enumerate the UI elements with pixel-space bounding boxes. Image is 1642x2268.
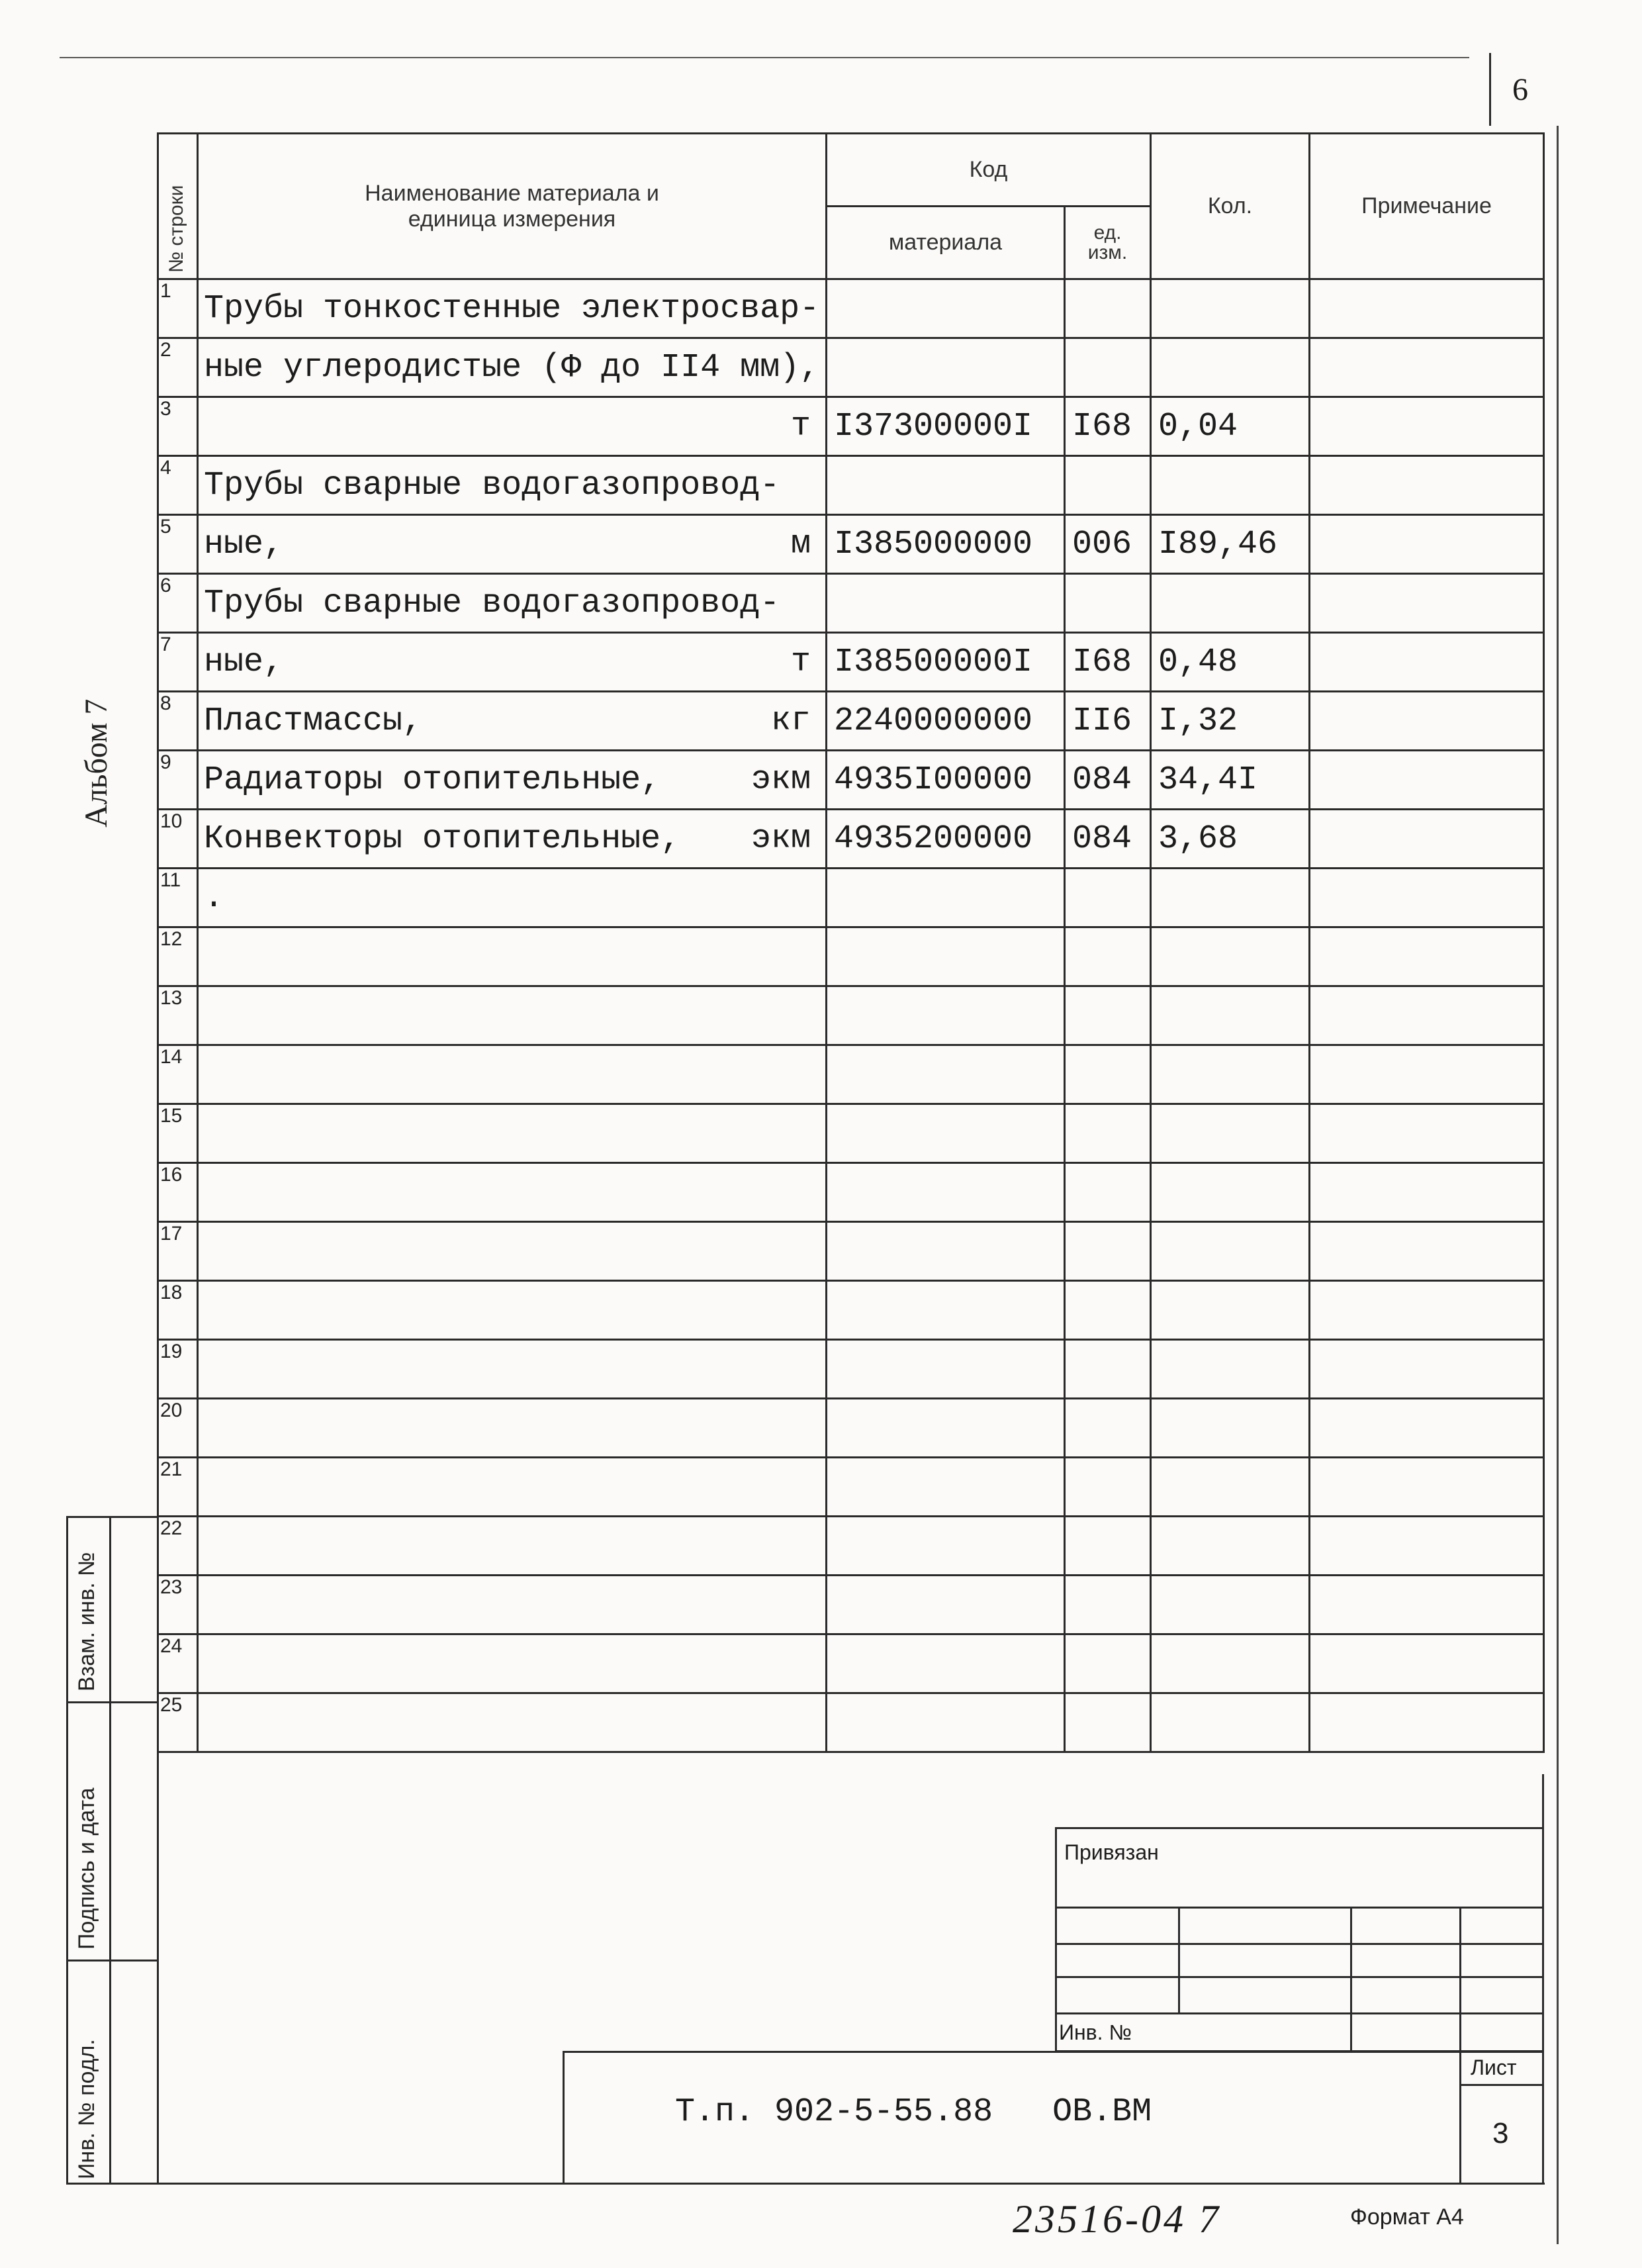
unit-code-cell bbox=[1065, 1163, 1151, 1222]
table-row bbox=[158, 1045, 1544, 1104]
note-cell bbox=[1310, 869, 1544, 927]
material-code-header: материала bbox=[827, 207, 1065, 279]
unit-code-cell: I68 bbox=[1065, 633, 1151, 692]
right-edge-line bbox=[1557, 126, 1559, 2244]
material-code-cell bbox=[827, 338, 1065, 397]
quantity-cell bbox=[1151, 1634, 1310, 1693]
material-code-cell bbox=[827, 927, 1065, 986]
material-code-cell: 4935I00000 bbox=[827, 751, 1065, 810]
materials-table bbox=[157, 132, 1545, 1753]
quantity-cell bbox=[1151, 869, 1310, 927]
unit-code-cell: II6 bbox=[1065, 692, 1151, 751]
quantity-cell: I89,46 bbox=[1151, 515, 1310, 574]
row-number-cell: 15 bbox=[158, 1104, 198, 1163]
row-number-cell: 13 bbox=[158, 986, 198, 1045]
unit-code-cell bbox=[1065, 1222, 1151, 1281]
material-name-cell bbox=[198, 1399, 827, 1458]
material-code-cell bbox=[827, 1517, 1065, 1576]
material-name-cell bbox=[198, 633, 827, 692]
material-name-cell bbox=[198, 927, 827, 986]
unit-code-cell bbox=[1065, 1045, 1151, 1104]
side-stamp-divider-1 bbox=[66, 1701, 159, 1703]
note-cell bbox=[1310, 1104, 1544, 1163]
table-row bbox=[158, 1222, 1544, 1281]
quantity-cell bbox=[1151, 1163, 1310, 1222]
material-name-cell bbox=[198, 751, 827, 810]
table-row bbox=[158, 869, 1544, 927]
top-border-line bbox=[60, 57, 1469, 58]
quantity-cell: 3,68 bbox=[1151, 810, 1310, 869]
row-number-cell: 16 bbox=[158, 1163, 198, 1222]
material-name-cell bbox=[198, 279, 827, 338]
material-name: . bbox=[204, 878, 224, 917]
material-code-cell bbox=[827, 986, 1065, 1045]
unit-code-cell bbox=[1065, 1458, 1151, 1517]
unit-code-cell bbox=[1065, 1693, 1151, 1752]
unit-code-cell bbox=[1065, 1399, 1151, 1458]
material-code-cell: I38500000I bbox=[827, 633, 1065, 692]
table-row bbox=[158, 810, 1544, 869]
unit-of-measure: т bbox=[790, 643, 811, 681]
quantity-cell bbox=[1151, 279, 1310, 338]
quantity-cell bbox=[1151, 1517, 1310, 1576]
material-code-cell bbox=[827, 1399, 1065, 1458]
table-row bbox=[158, 986, 1544, 1045]
material-name-cell bbox=[198, 1340, 827, 1399]
note-cell bbox=[1310, 1517, 1544, 1576]
table-row bbox=[158, 633, 1544, 692]
table-row bbox=[158, 574, 1544, 633]
unit-code-cell bbox=[1065, 1281, 1151, 1340]
unit-code-cell: 084 bbox=[1065, 751, 1151, 810]
unit-of-measure: т bbox=[790, 407, 811, 446]
name-header: Наименование материала и единица измерения bbox=[198, 134, 827, 279]
material-name-cell bbox=[198, 515, 827, 574]
quantity-cell bbox=[1151, 1340, 1310, 1399]
material-name: ные, bbox=[204, 643, 284, 681]
row-number-cell: 10 bbox=[158, 810, 198, 869]
material-name: Радиаторы отопительные, bbox=[204, 761, 661, 799]
row-number-cell: 21 bbox=[158, 1458, 198, 1517]
quantity-cell bbox=[1151, 574, 1310, 633]
row-number-cell: 3 bbox=[158, 397, 198, 456]
material-name-cell bbox=[198, 810, 827, 869]
row-number-cell: 14 bbox=[158, 1045, 198, 1104]
unit-code-cell bbox=[1065, 1576, 1151, 1634]
sheet-label-divider bbox=[1459, 2084, 1544, 2086]
unit-code-cell bbox=[1065, 456, 1151, 515]
material-code-cell bbox=[827, 1281, 1065, 1340]
material-name-cell bbox=[198, 1634, 827, 1693]
table-row bbox=[158, 1634, 1544, 1693]
note-cell bbox=[1310, 456, 1544, 515]
material-code-cell bbox=[827, 1634, 1065, 1693]
table-row bbox=[158, 456, 1544, 515]
inv-no-label: Инв. № bbox=[1059, 2020, 1132, 2044]
table-row bbox=[158, 279, 1544, 338]
material-name: ные углеродистые (Ф до II4 мм), bbox=[204, 348, 820, 387]
material-name-cell bbox=[198, 1576, 827, 1634]
note-cell bbox=[1310, 986, 1544, 1045]
sheet-number: 3 bbox=[1492, 2117, 1509, 2150]
note-cell bbox=[1310, 1281, 1544, 1340]
material-name: Трубы сварные водогазопровод- bbox=[204, 584, 780, 622]
note-cell bbox=[1310, 1222, 1544, 1281]
quantity-header: Кол. bbox=[1151, 134, 1310, 279]
quantity-cell bbox=[1151, 1576, 1310, 1634]
table-row bbox=[158, 1458, 1544, 1517]
note-cell bbox=[1310, 574, 1544, 633]
privyazan-line-3 bbox=[1055, 1976, 1544, 1978]
table-row bbox=[158, 1281, 1544, 1340]
quantity-cell: I,32 bbox=[1151, 692, 1310, 751]
table-row bbox=[158, 927, 1544, 986]
material-name-cell bbox=[198, 869, 827, 927]
side-stamp-vzam-inv: Взам. инв. № bbox=[74, 1552, 99, 1691]
note-cell bbox=[1310, 927, 1544, 986]
quantity-cell bbox=[1151, 1399, 1310, 1458]
document-designation: Т.п. 902-5-55.88 ОВ.ВМ bbox=[675, 2093, 1152, 2131]
material-code-cell bbox=[827, 456, 1065, 515]
privyazan-label: Привязан bbox=[1064, 1840, 1159, 1864]
unit-code-cell bbox=[1065, 986, 1151, 1045]
table-row bbox=[158, 1163, 1544, 1222]
material-name-cell bbox=[198, 1104, 827, 1163]
material-code-cell bbox=[827, 1458, 1065, 1517]
unit-code-cell bbox=[1065, 869, 1151, 927]
table-row bbox=[158, 1693, 1544, 1752]
album-label: Альбом 7 bbox=[79, 698, 114, 827]
row-number-cell: 1 bbox=[158, 279, 198, 338]
material-name-cell bbox=[198, 1281, 827, 1340]
row-number-cell: 20 bbox=[158, 1399, 198, 1458]
quantity-cell: 0,48 bbox=[1151, 633, 1310, 692]
note-cell bbox=[1310, 1634, 1544, 1693]
quantity-cell: 34,4I bbox=[1151, 751, 1310, 810]
quantity-cell bbox=[1151, 1458, 1310, 1517]
note-cell bbox=[1310, 1576, 1544, 1634]
quantity-cell bbox=[1151, 1222, 1310, 1281]
row-number-cell: 17 bbox=[158, 1222, 198, 1281]
table-row bbox=[158, 1340, 1544, 1399]
row-number-cell: 2 bbox=[158, 338, 198, 397]
table-row bbox=[158, 1576, 1544, 1634]
row-number-cell: 23 bbox=[158, 1576, 198, 1634]
material-code-cell bbox=[827, 869, 1065, 927]
format-label: Формат А4 bbox=[1350, 2204, 1464, 2230]
row-number-cell: 25 bbox=[158, 1693, 198, 1752]
page-number-divider bbox=[1489, 53, 1491, 126]
note-cell bbox=[1310, 1163, 1544, 1222]
note-cell bbox=[1310, 692, 1544, 751]
material-code-cell: I37300000I bbox=[827, 397, 1065, 456]
note-cell bbox=[1310, 1045, 1544, 1104]
row-number-cell: 11 bbox=[158, 869, 198, 927]
privyazan-line-2 bbox=[1055, 1943, 1544, 1945]
table-row bbox=[158, 751, 1544, 810]
table-row bbox=[158, 397, 1544, 456]
row-number-cell: 22 bbox=[158, 1517, 198, 1576]
note-cell bbox=[1310, 810, 1544, 869]
table-row bbox=[158, 692, 1544, 751]
note-cell bbox=[1310, 279, 1544, 338]
material-name: Конвекторы отопительные, bbox=[204, 820, 681, 858]
row-number-cell: 6 bbox=[158, 574, 198, 633]
material-code-cell: I385000000 bbox=[827, 515, 1065, 574]
quantity-cell bbox=[1151, 1104, 1310, 1163]
material-name-cell bbox=[198, 574, 827, 633]
row-number-cell: 12 bbox=[158, 927, 198, 986]
material-name: ные, bbox=[204, 525, 284, 563]
material-code-cell bbox=[827, 1576, 1065, 1634]
material-name-cell bbox=[198, 692, 827, 751]
privyazan-line-1 bbox=[1055, 1907, 1544, 1909]
material-code-cell bbox=[827, 1104, 1065, 1163]
note-cell bbox=[1310, 1340, 1544, 1399]
unit-of-measure: экм bbox=[751, 761, 811, 799]
table-row bbox=[158, 515, 1544, 574]
note-header: Примечание bbox=[1310, 134, 1544, 279]
sheet-label: Лист bbox=[1471, 2055, 1517, 2079]
material-code-cell bbox=[827, 1222, 1065, 1281]
note-cell bbox=[1310, 1399, 1544, 1458]
quantity-cell bbox=[1151, 1045, 1310, 1104]
row-number-cell: 7 bbox=[158, 633, 198, 692]
material-name-cell bbox=[198, 338, 827, 397]
side-stamp-inner-line bbox=[109, 1516, 111, 2185]
row-number-cell: 18 bbox=[158, 1281, 198, 1340]
privyazan-col-1 bbox=[1178, 1907, 1180, 2012]
row-number-cell: 9 bbox=[158, 751, 198, 810]
table-row bbox=[158, 338, 1544, 397]
unit-of-measure: кг bbox=[770, 702, 811, 740]
frame-left-line bbox=[157, 1774, 159, 2185]
material-code-cell: 4935200000 bbox=[827, 810, 1065, 869]
unit-code-cell bbox=[1065, 574, 1151, 633]
table-body bbox=[158, 279, 1544, 1752]
unit-of-measure: м bbox=[790, 525, 811, 563]
unit-code-cell: 006 bbox=[1065, 515, 1151, 574]
quantity-cell: 0,04 bbox=[1151, 397, 1310, 456]
unit-of-measure: экм bbox=[751, 820, 811, 858]
quantity-cell bbox=[1151, 1281, 1310, 1340]
unit-code-cell: I68 bbox=[1065, 397, 1151, 456]
side-stamp-divider-2 bbox=[66, 1960, 159, 1961]
note-cell bbox=[1310, 338, 1544, 397]
privyazan-col-2 bbox=[1350, 1907, 1352, 2052]
side-stamp-podpis-data: Подпись и дата bbox=[74, 1787, 99, 1950]
material-code-cell: 2240000000 bbox=[827, 692, 1065, 751]
note-cell bbox=[1310, 515, 1544, 574]
unit-code-header: ед. изм. bbox=[1065, 207, 1151, 279]
material-name-cell bbox=[198, 1517, 827, 1576]
quantity-cell bbox=[1151, 986, 1310, 1045]
material-name: Пластмассы, bbox=[204, 702, 423, 740]
material-name-cell bbox=[198, 1045, 827, 1104]
material-name-cell bbox=[198, 1693, 827, 1752]
row-number-header: № строки bbox=[158, 134, 198, 279]
material-name-cell bbox=[198, 397, 827, 456]
material-name-cell bbox=[198, 1222, 827, 1281]
note-cell bbox=[1310, 633, 1544, 692]
handwritten-archive-number: 23516-04 7 bbox=[1013, 2197, 1221, 2241]
quantity-cell bbox=[1151, 1693, 1310, 1752]
note-cell bbox=[1310, 1458, 1544, 1517]
material-code-cell bbox=[827, 1693, 1065, 1752]
code-header: Код bbox=[827, 134, 1151, 207]
material-name-cell bbox=[198, 1163, 827, 1222]
page-number: 6 bbox=[1512, 72, 1528, 107]
note-cell bbox=[1310, 397, 1544, 456]
material-code-cell bbox=[827, 279, 1065, 338]
unit-code-cell: 084 bbox=[1065, 810, 1151, 869]
note-cell bbox=[1310, 751, 1544, 810]
quantity-cell bbox=[1151, 338, 1310, 397]
quantity-cell bbox=[1151, 456, 1310, 515]
material-code-cell bbox=[827, 574, 1065, 633]
unit-code-cell bbox=[1065, 927, 1151, 986]
material-code-cell bbox=[827, 1340, 1065, 1399]
row-number-cell: 4 bbox=[158, 456, 198, 515]
material-name-cell bbox=[198, 986, 827, 1045]
table-header-row-1 bbox=[158, 134, 1544, 207]
note-cell bbox=[1310, 1693, 1544, 1752]
side-stamp-inv-podl: Инв. № подл. bbox=[74, 2039, 99, 2179]
material-name: Трубы сварные водогазопровод- bbox=[204, 466, 780, 504]
material-code-cell bbox=[827, 1163, 1065, 1222]
unit-code-cell bbox=[1065, 279, 1151, 338]
row-number-cell: 24 bbox=[158, 1634, 198, 1693]
unit-code-cell bbox=[1065, 1340, 1151, 1399]
unit-code-cell bbox=[1065, 1517, 1151, 1576]
material-name: Трубы тонкостенные электросвар- bbox=[204, 289, 820, 328]
row-number-cell: 19 bbox=[158, 1340, 198, 1399]
privyazan-line-4 bbox=[1055, 2012, 1544, 2014]
quantity-cell bbox=[1151, 927, 1310, 986]
material-name-cell bbox=[198, 456, 827, 515]
unit-code-cell bbox=[1065, 338, 1151, 397]
row-number-cell: 5 bbox=[158, 515, 198, 574]
table-row bbox=[158, 1517, 1544, 1576]
material-name-cell bbox=[198, 1458, 827, 1517]
material-code-cell bbox=[827, 1045, 1065, 1104]
table-row bbox=[158, 1399, 1544, 1458]
unit-code-cell bbox=[1065, 1634, 1151, 1693]
row-number-cell: 8 bbox=[158, 692, 198, 751]
table-row bbox=[158, 1104, 1544, 1163]
unit-code-cell bbox=[1065, 1104, 1151, 1163]
